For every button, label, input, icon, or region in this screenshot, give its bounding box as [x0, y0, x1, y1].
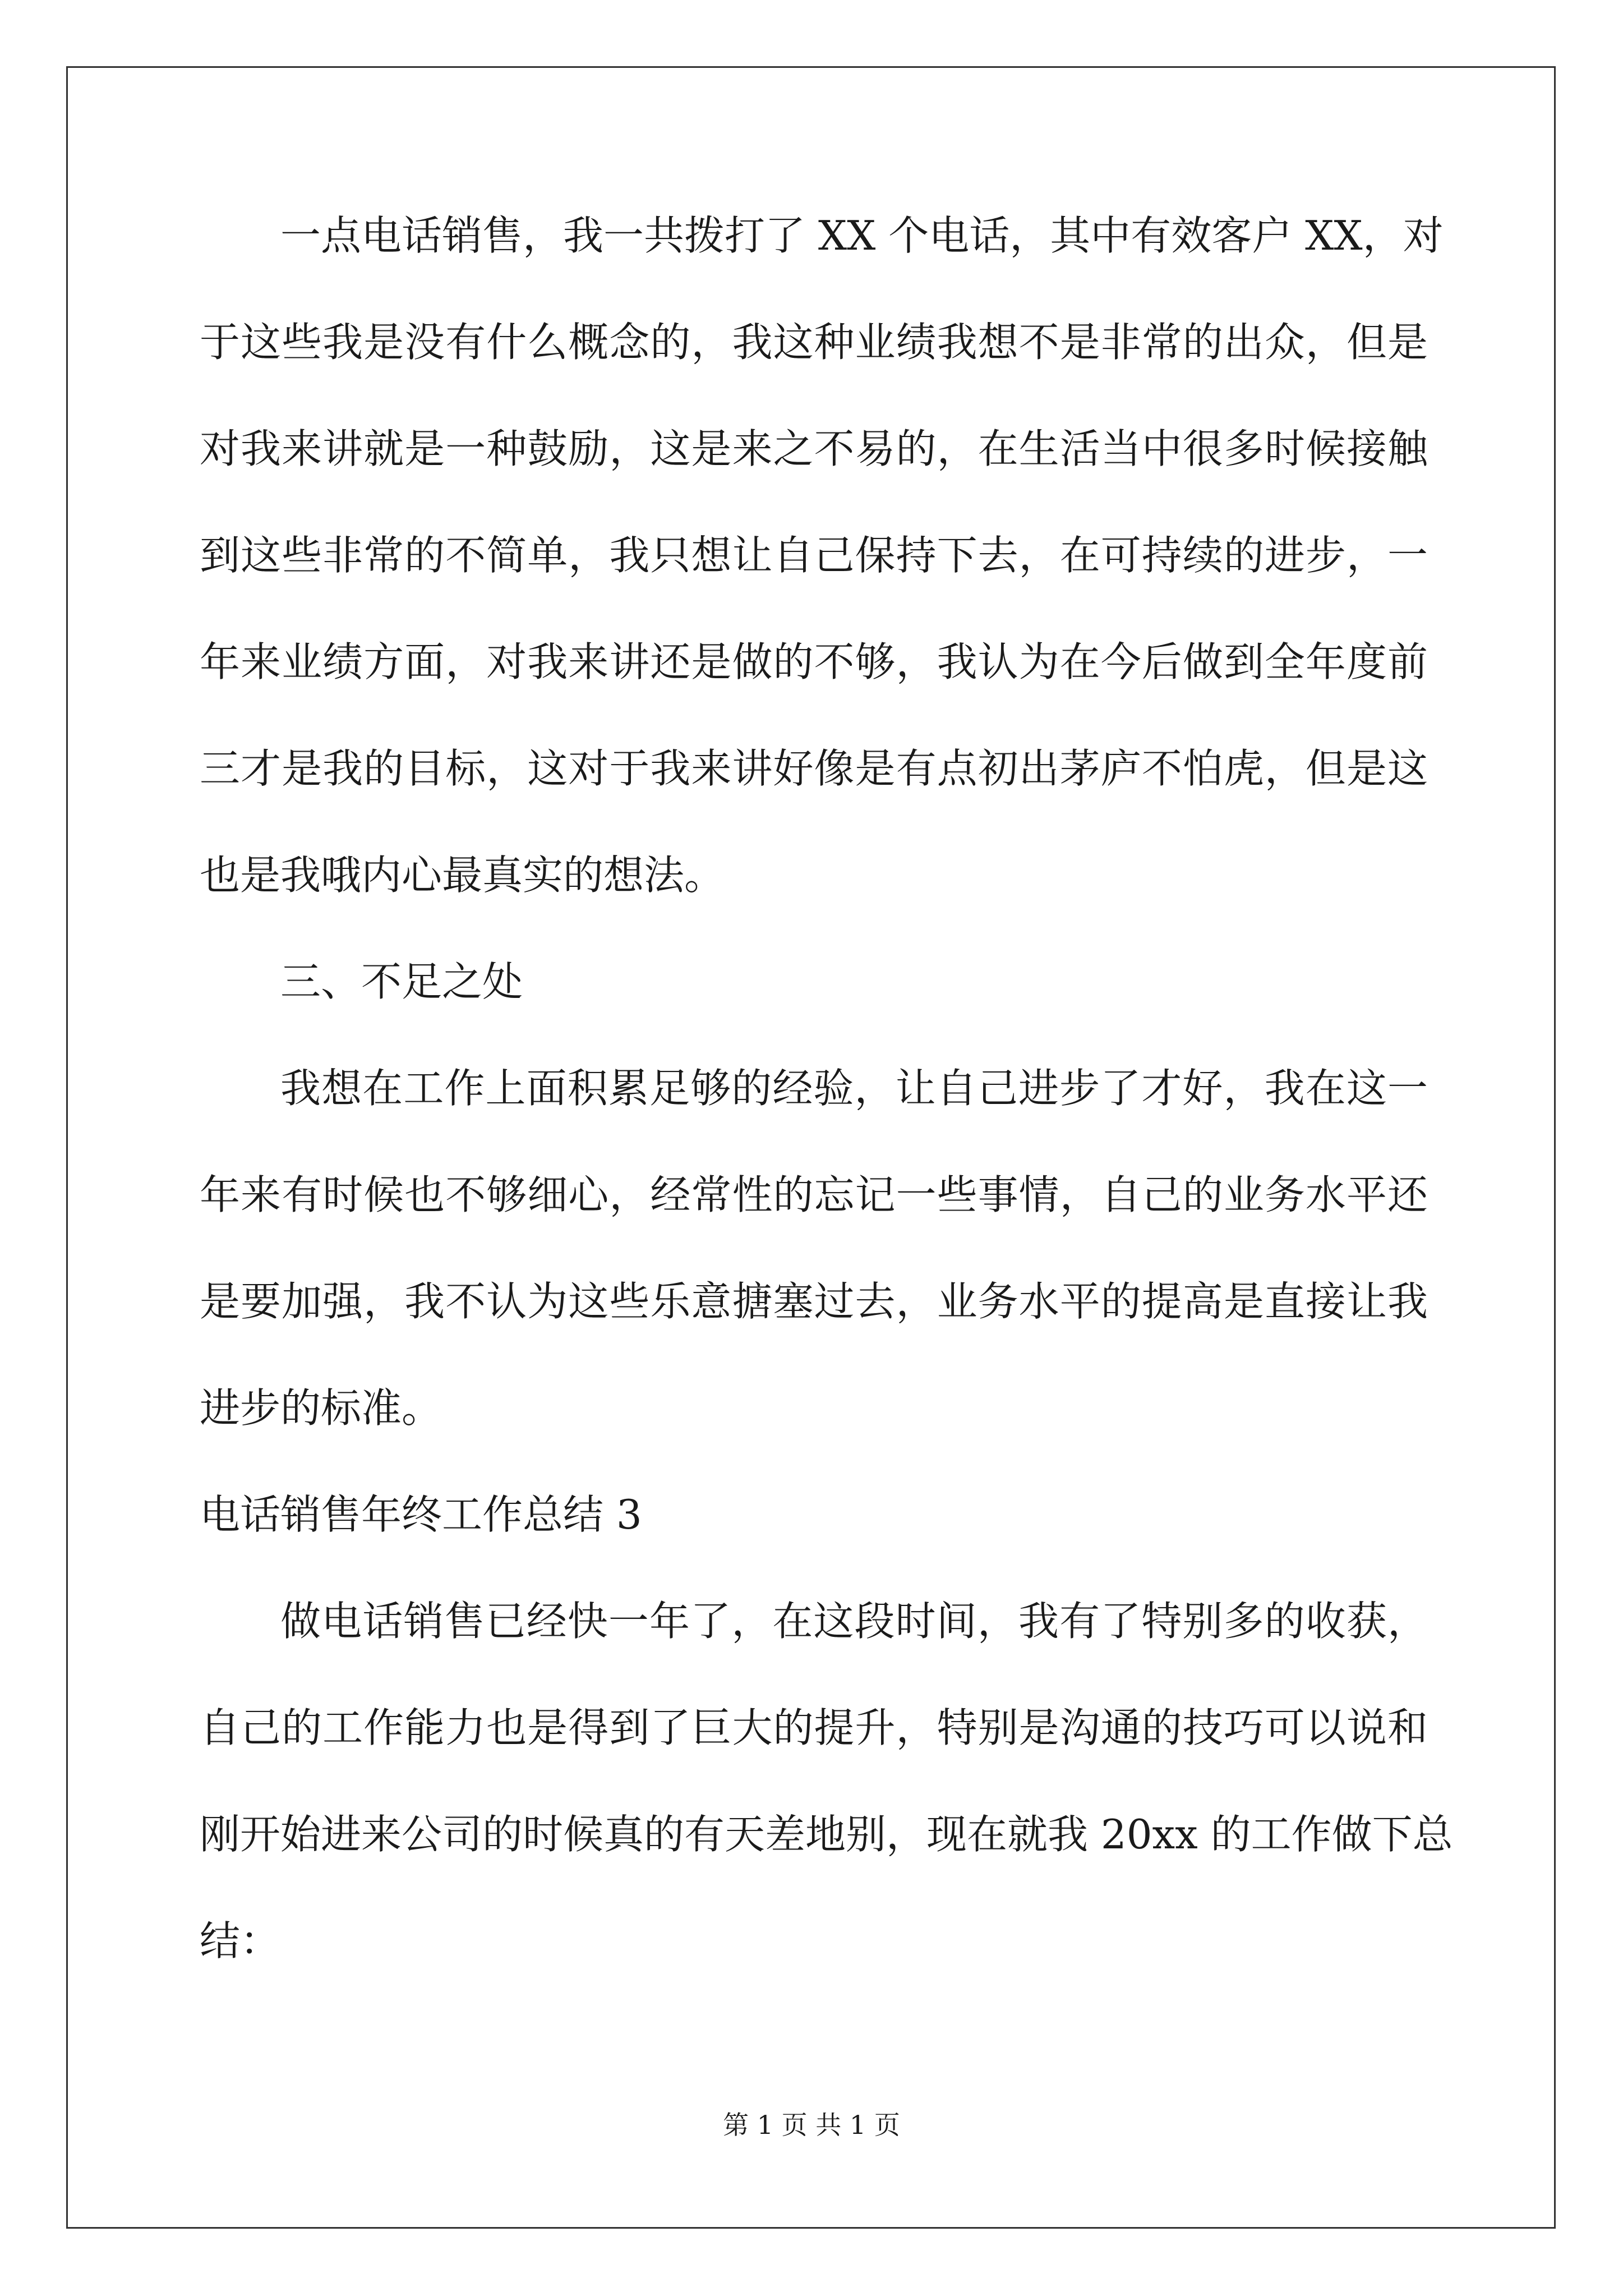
paragraph-line: 做电话销售已经快一年了，在这段时间，我有了特别多的收获，: [280, 1598, 1428, 1645]
section-heading: 三、不足之处: [280, 958, 523, 1005]
paragraph-line: 到这些非常的不简单，我只想让自己保持下去，在可持续的进步，一: [200, 532, 1428, 579]
paragraph-line: 进步的标准。: [200, 1384, 442, 1432]
document-title: 电话销售年终工作总结 3: [200, 1491, 642, 1538]
paragraph-line: 是要加强，我不认为这些乐意搪塞过去，业务水平的提高是直接让我: [200, 1278, 1428, 1325]
paragraph-line: 也是我哦内心最真实的想法。: [200, 852, 725, 899]
paragraph-line: 我想在工作上面积累足够的经验，让自己进步了才好，我在这一: [280, 1065, 1428, 1112]
paragraph-line: 年来业绩方面，对我来讲还是做的不够，我认为在今后做到全年度前: [200, 638, 1428, 685]
paragraph-line: 三才是我的目标，这对于我来讲好像是有点初出茅庐不怕虎，但是这: [200, 745, 1428, 792]
document-body: [200, 208, 1453, 2019]
paragraph-line: 对我来讲就是一种鼓励，这是来之不易的，在生活当中很多时候接触: [200, 425, 1428, 472]
paragraph-line: 自己的工作能力也是得到了巨大的提升，特别是沟通的技巧可以说和: [200, 1704, 1428, 1751]
page-footer: 第 1 页 共 1 页: [723, 2110, 900, 2140]
paragraph-line: 刚开始进来公司的时候真的有天差地别，现在就我 20xx 的工作做下总: [200, 1811, 1453, 1858]
paragraph-line: 结：: [200, 1917, 281, 1964]
paragraph-line: 一点电话销售，我一共拨打了 XX 个电话，其中有效客户 XX，对: [280, 212, 1444, 259]
paragraph-line: 于这些我是没有什么概念的，我这种业绩我想不是非常的出众，但是: [200, 319, 1428, 366]
paragraph-line: 年来有时候也不够细心，经常性的忘记一些事情，自己的业务水平还: [200, 1171, 1428, 1218]
